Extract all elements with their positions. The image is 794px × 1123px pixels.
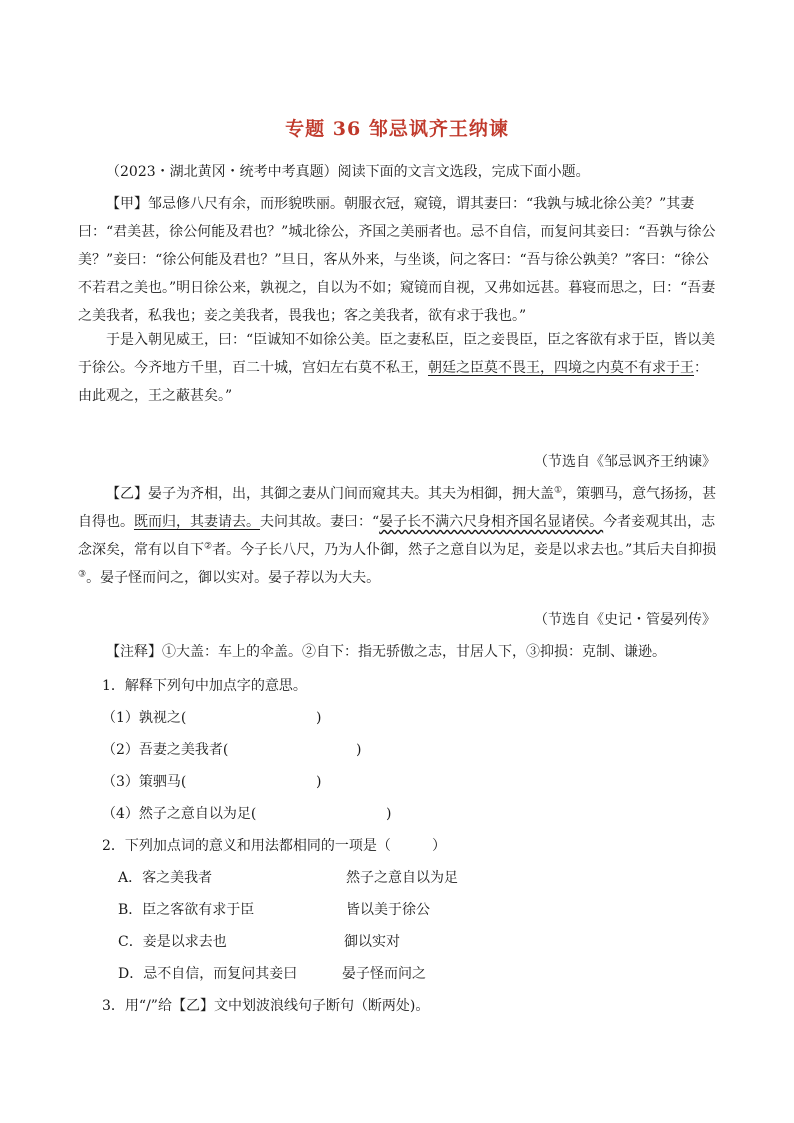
q2-option-b-right: 皆以美于徐公 <box>346 902 430 918</box>
jia-text-b: ：由此观之，王之蔽甚矣。” <box>78 360 708 404</box>
q2-option-d-right: 晏子怪而问之 <box>342 966 426 982</box>
q2-option-c-right: 御以实对 <box>344 934 400 950</box>
question-2-close: ） <box>432 838 446 854</box>
notes: 【注释】①大盖：车上的伞盖。②自下：指无骄傲之志，甘居人下，③抑损：克制、谦逊。 <box>106 644 666 660</box>
yi-source: （节选自《史记・管晏列传》 <box>534 612 716 628</box>
q1-item-3-close: ) <box>316 774 322 790</box>
q2-option-a-right: 然子之意自以为足 <box>346 870 458 886</box>
q1-item-3: （3）策驷马( <box>102 774 187 790</box>
footnote-ref-2: ② <box>204 541 213 552</box>
question-1-stem: 1．解释下列句中加点字的意思。 <box>102 678 307 694</box>
q2-option-b-left: B．臣之客欲有求于臣 <box>118 902 255 918</box>
footnote-ref-1: ① <box>554 485 563 496</box>
q2-option-c-left: C．妾是以求去也 <box>118 934 227 950</box>
q2-option-d-left: D．忌不自信，而复问其妾曰 <box>118 966 298 982</box>
jia-text-a: 于是入朝见威王，曰：“臣诚知不如徐公美。臣之妻私臣，臣之妾畏臣，臣之客欲有求于臣，皆以美于徐公。今齐地方千里，百二十城，宫妇左右莫不私王， <box>78 332 716 376</box>
question-3-stem: 3．用“/”给【乙】文中划波浪线句子断句（断两处)。 <box>102 998 430 1014</box>
q1-item-1: （1）孰视之( <box>102 710 187 726</box>
jia-underlined-sentence: 朝廷之臣莫不畏王，四境之内莫不有求于王 <box>428 360 694 376</box>
passage-jia-paragraph-2 <box>78 326 720 410</box>
yi-underlined-sentence: 既而归，其妻请去。 <box>134 514 260 530</box>
intro-line: （2023・湖北黄冈・统考中考真题）阅读下面的文言文选段，完成下面小题。 <box>106 164 590 180</box>
q1-item-1-close: ) <box>316 710 322 726</box>
jia-source: （节选自《邹忌讽齐王纳谏》 <box>534 454 716 470</box>
q1-item-2-close: ) <box>356 742 362 758</box>
page-title: 专题 36 邹忌讽齐王纳谏 <box>285 118 509 140</box>
q2-option-a-left: A．客之美我者 <box>118 870 213 886</box>
q1-item-4-close: ) <box>386 806 392 822</box>
footnote-ref-3: ③ <box>78 569 87 580</box>
q1-item-4: （4）然子之意自以为足( <box>102 806 257 822</box>
q1-item-2: （2）吾妻之美我者( <box>102 742 229 758</box>
yi-wavy-sentence: 晏子长不满六尺身相齐国名显诸侯。 <box>379 514 604 530</box>
passage-yi: 【乙】晏子为齐相，出，其御之妻从门间而窥其夫。其夫为相御，拥大盖①，策驷马，意气扬扬，甚自得也。既而归，其妻请去。夫问其故。妻曰：“晏子长不满六尺身相齐国名显诸侯。今者妾观其出，志念深矣，常有以自下②者。今子长八尺，乃为人仆御，然子之意自以为足，妾是以求去也。”其后夫自抑损③。晏子怪而问之，御以实对。晏子荐以为大夫。 <box>78 485 717 586</box>
passage-jia-paragraph-1: 【甲】邹忌修八尺有余，而形貌昳丽。朝服衣冠，窥镜，谓其妻曰：“我孰与城北徐公美？”其妻曰：“君美甚，徐公何能及君也？”城北徐公，齐国之美丽者也。忌不自信，而复问其妾曰：“吾孰与徐公美？”妾曰：“徐公何能及君也？”旦日，客从外来，与坐谈，问之客曰：“吾与徐公孰美？”客曰：“徐公不若君之美也。”明日徐公来，孰视之，自以为不如；窥镜而自视，又弗如远甚。暮寝而思之，曰：“吾妻之美我者，私我也；妾之美我者，畏我也；客之美我者，欲有求于我也。” <box>78 196 716 324</box>
question-2-stem: 2．下列加点词的意义和用法都相同的一项是（ <box>102 838 391 854</box>
